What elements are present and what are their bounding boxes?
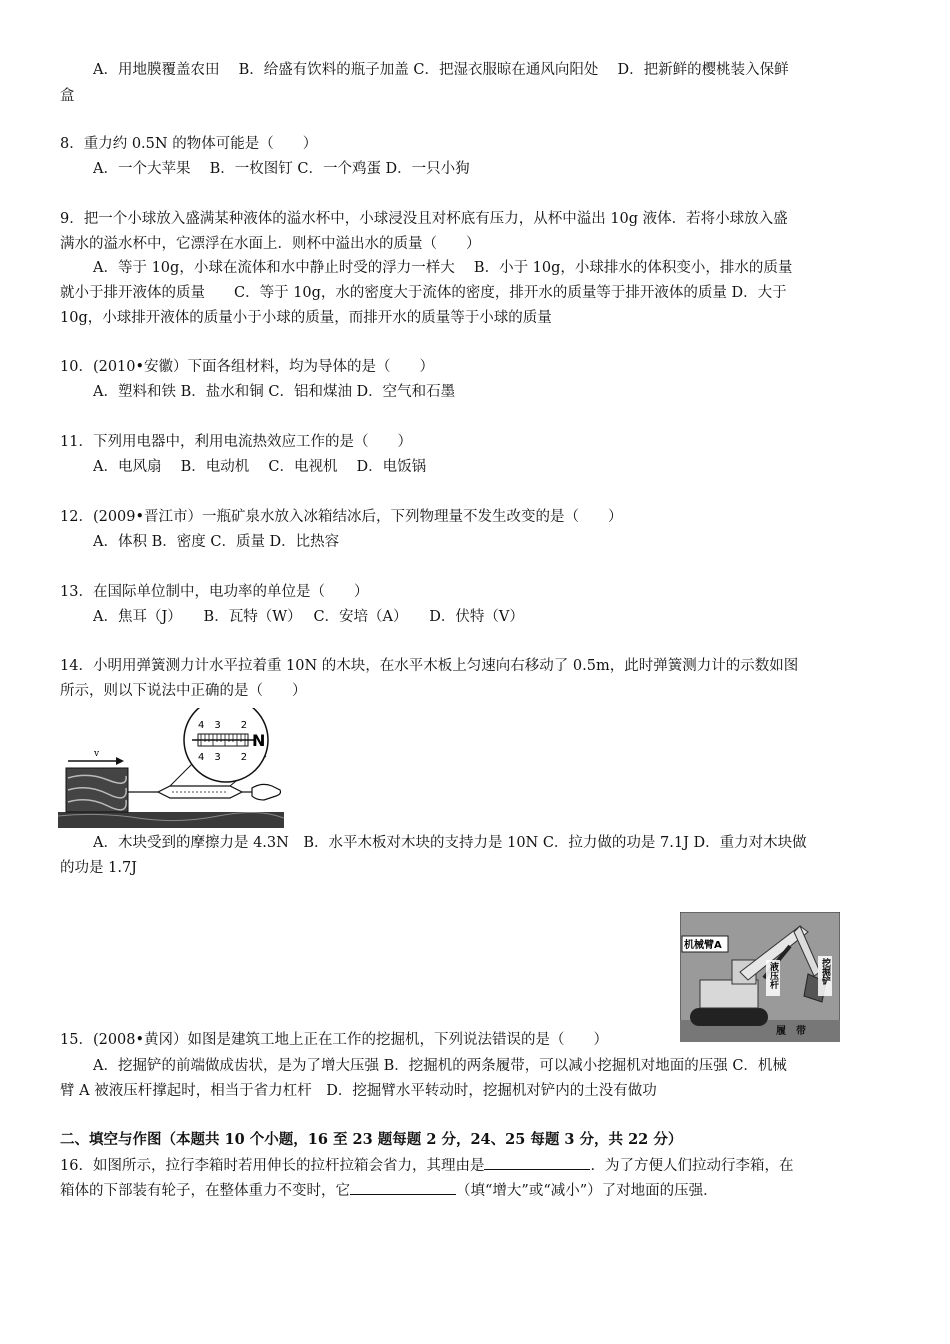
q14-option-1: A．木块受到的摩擦力是 4.3N B．水平木板对木块的支持力是 10N C．拉力做的功是 7.1J D．重力对木块做 xyxy=(93,835,807,851)
q15-stem: 15．(2008•黄冈）如图是建筑工地上正在工作的挖掘机，下列说法错误的是（ ） xyxy=(60,1032,609,1048)
q9-stem-1: 9．把一个小球放入盛满某种液体的溢水杯中，小球浸没且对杯底有压力，从杯中溢出 10g 液体．若将小球放入盛 xyxy=(60,211,788,227)
q7-options: A．用地膜覆盖农田 B．给盛有饮料的瓶子加盖 C．把湿衣服晾在通风向阳处 D．把新鲜的樱桃装入保鲜 xyxy=(93,62,789,78)
q13-stem: 13．在国际单位制中，电功率的单位是（ ） xyxy=(60,584,369,600)
q16-line-1-text-a: 16．如图所示，拉行李箱时若用伸长的拉杆拉箱会省力，其理由是 xyxy=(60,1158,485,1174)
q12-options: A．体积 B．密度 C．质量 D．比热容 xyxy=(93,534,340,550)
q8-options: A．一个大苹果 B．一枚图钉 C．一个鸡蛋 D．一只小狗 xyxy=(93,161,470,177)
q15-option-1: A．挖掘铲的前端做成齿状，是为了增大压强 B．挖掘机的两条履带，可以减小挖掘机对地面的压强 C．机械 xyxy=(93,1058,787,1074)
q16-blank-1[interactable] xyxy=(484,1155,590,1170)
scale-top-numbers: 4 3 2 xyxy=(198,720,248,731)
q11-stem: 11．下列用电器中，利用电流热效应工作的是（ ） xyxy=(60,434,412,450)
q16-line-1-text-b: ．为了方便人们拉动行李箱，在 xyxy=(590,1158,794,1174)
q14-option-2: 的功是 1.7J xyxy=(60,860,137,876)
label-hydraulic: 液压杆 xyxy=(768,962,778,989)
scale-bottom-numbers: 4 3 2 xyxy=(198,752,248,763)
q8-stem: 8．重力约 0.5N 的物体可能是（ ） xyxy=(60,136,318,152)
newton-unit-label: N xyxy=(252,731,266,750)
q15-figure-excavator xyxy=(680,912,840,1042)
hand xyxy=(252,784,281,800)
q9-option-1: A．等于 10g，小球在流体和水中静止时受的浮力一样大 B．小于 10g，小球排水的体积变小，排水的质量 xyxy=(93,260,793,276)
q10-stem: 10．(2010•安徽）下面各组材料，均为导体的是（ ） xyxy=(60,359,435,375)
excavator-track xyxy=(690,1008,768,1026)
q16-blank-2[interactable] xyxy=(350,1180,456,1195)
q12-stem: 12．(2009•晋江市）一瓶矿泉水放入冰箱结冰后，下列物理量不发生改变的是（ ） xyxy=(60,509,623,525)
q9-option-2: 就小于排开液体的质量 C．等于 10g，水的密度大于流体的密度，排开水的质量等于排开液体的质量 D．大于 xyxy=(60,285,787,301)
label-shovel: 挖掘铲 xyxy=(820,958,830,985)
q15-option-2: 臂 A 被液压杆撑起时，相当于省力杠杆 D．挖掘臂水平转动时，挖掘机对铲内的土没有做功 xyxy=(60,1083,657,1099)
q14-figure-spring-scale xyxy=(58,708,284,830)
q14-stem-2: 所示，则以下说法中正确的是（ ） xyxy=(60,683,307,699)
q14-stem-1: 14．小明用弹簧测力计水平拉着重 10N 的木块，在水平木板上匀速向右移动了 0.5m，此时弹簧测力计的示数如图 xyxy=(60,658,799,674)
q16-line-2-text-a: 箱体的下部装有轮子，在整体重力不变时，它 xyxy=(60,1183,350,1199)
q13-options: A．焦耳（J） B．瓦特（W） C．安培（A） D．伏特（V） xyxy=(93,609,524,625)
velocity-label: v xyxy=(94,749,100,759)
q9-option-3: 10g，小球排开液体的质量小于小球的质量，而排开水的质量等于小球的质量 xyxy=(60,310,552,326)
label-track: 履 带 xyxy=(776,1026,806,1037)
label-arm-a: 机械臂A xyxy=(684,940,722,951)
q16-line-2 xyxy=(60,1180,718,1201)
q10-options: A．塑料和铁 B．盐水和铜 C．铝和煤油 D．空气和石墨 xyxy=(93,384,456,400)
q16-line-2-text-b: （填“增大”或“减小”）了对地面的压强． xyxy=(456,1183,718,1199)
section-2-heading: 二、填空与作图（本题共 10 个小题，16 至 23 题每题 2 分，24、25 每题 3 分，共 22 分） xyxy=(60,1131,683,1148)
q16-line-1 xyxy=(60,1155,793,1176)
q7-options-cont: 盒 xyxy=(60,88,75,104)
q11-options: A．电风扇 B．电动机 C．电视机 D．电饭锅 xyxy=(93,459,427,475)
q9-stem-2: 满水的溢水杯中，它漂浮在水面上．则杯中溢出水的质量（ ） xyxy=(60,236,481,252)
